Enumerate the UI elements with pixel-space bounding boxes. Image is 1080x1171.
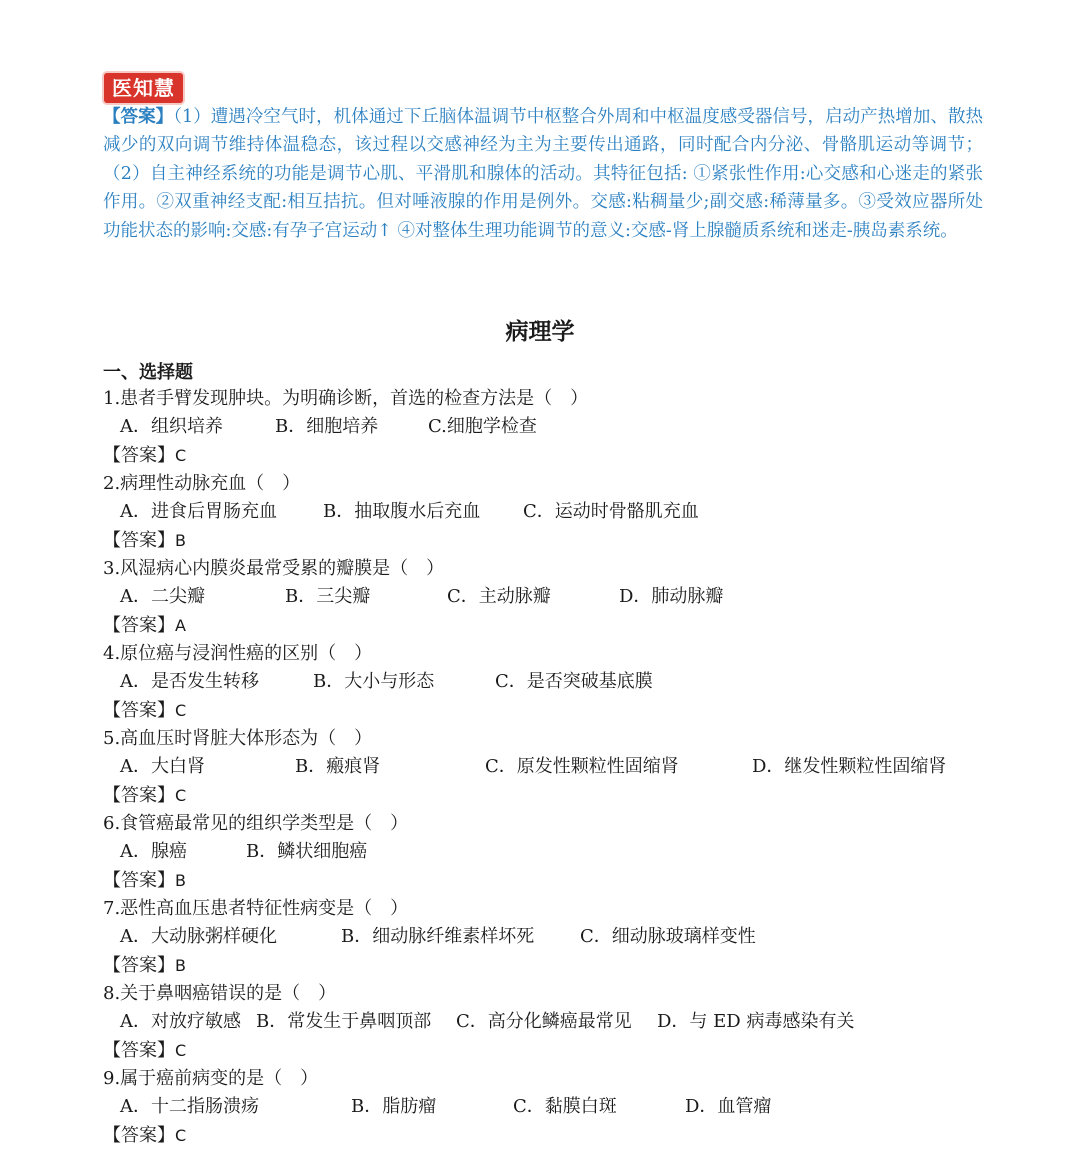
answer-text: （1）遭遇冷空气时，机体通过下丘脑体温调节中枢整合外周和中枢温度感受器信号，启动产热增加、散热减少的双向调节维持体温稳态，该过程以交感神经为主为主要传出通路，同时配合内分泌、骨骼肌运动等调节；（2）自主神经系统的功能是调节心肌、平滑肌和腺体的活动。其特征包括: ①紧张性作用:心交感和心迷走的紧张作用。②双重神经支配:相互拮抗。但对唾液腺的作用是例外。交感:粘稠量少;副交感:稀薄量多。③受效应器所处功能状态的影响:交感:有孕子宫运动↑ ④对整体生理功能调节的意义:交感-肾上腺髓质系统和迷走-胰岛素系统。 <box>103 107 983 241</box>
option: B．三尖瓣 <box>285 586 371 607</box>
option: A．大动脉粥样硬化 <box>120 926 277 947</box>
answer-value: C <box>175 1041 187 1060</box>
question: 8.关于鼻咽癌错误的是（ ） <box>103 983 337 1004</box>
option: B．脂肪瘤 <box>351 1096 437 1117</box>
option: A．组织培养 <box>120 416 223 437</box>
option: A．二尖瓣 <box>120 586 205 607</box>
answer-line <box>103 1037 186 1065</box>
question: 5.高血压时肾脏大体形态为（ ） <box>103 728 373 749</box>
question: 7.恶性高血压患者特征性病变是（ ） <box>103 898 409 919</box>
answer-value: C <box>175 446 187 465</box>
option: D．继发性颗粒性固缩肾 <box>752 756 947 777</box>
answer-line <box>103 697 186 725</box>
option: C．运动时骨骼肌充血 <box>523 501 699 522</box>
option: C．是否突破基底膜 <box>495 671 653 692</box>
question: 9.属于癌前病变的是（ ） <box>103 1068 319 1089</box>
answer-label: 【答案】 <box>103 785 175 806</box>
option: A．对放疗敏感 <box>120 1011 241 1032</box>
answer-label: 【答案】 <box>103 530 175 551</box>
option: B．抽取腹水后充血 <box>323 501 481 522</box>
question: 2.病理性动脉充血（ ） <box>103 473 301 494</box>
answer-line <box>103 867 186 895</box>
option: C．主动脉瓣 <box>447 586 551 607</box>
previous-answer <box>103 103 983 245</box>
answer-label: 【答案】 <box>103 615 175 636</box>
answer-value: B <box>175 871 186 890</box>
answer-value: C <box>175 786 187 805</box>
answer-line <box>103 442 186 470</box>
option: B．鳞状细胞癌 <box>246 841 368 862</box>
answer-value: A <box>175 616 186 635</box>
answer-label: 【答案】 <box>103 1040 175 1061</box>
option: C．黏膜白斑 <box>513 1096 617 1117</box>
option: C.细胞学检查 <box>428 416 537 437</box>
answer-lead: 【答案】 <box>103 107 174 127</box>
option: B．细胞培养 <box>275 416 379 437</box>
answer-label: 【答案】 <box>103 1125 175 1146</box>
answer-value: C <box>175 1126 187 1145</box>
question: 6.食管癌最常见的组织学类型是（ ） <box>103 813 409 834</box>
option: A．大白肾 <box>120 756 205 777</box>
option: C．原发性颗粒性固缩肾 <box>485 756 679 777</box>
logo-badge: 医知慧 <box>104 73 183 103</box>
answer-label: 【答案】 <box>103 700 175 721</box>
option: A．是否发生转移 <box>120 671 259 692</box>
answer-value: B <box>175 531 186 550</box>
option: C．细动脉玻璃样变性 <box>580 926 756 947</box>
answer-line <box>103 952 186 980</box>
option: C．高分化鳞癌最常见 <box>456 1011 632 1032</box>
option: B．大小与形态 <box>313 671 435 692</box>
answer-label: 【答案】 <box>103 870 175 891</box>
option: B．瘢痕肾 <box>295 756 381 777</box>
option: B．细动脉纤维素样坏死 <box>341 926 535 947</box>
option: D．肺动脉瓣 <box>619 586 724 607</box>
answer-line <box>103 1122 186 1150</box>
option: D．与 ED 病毒感染有关 <box>657 1011 855 1032</box>
answer-line <box>103 527 186 555</box>
option: A．腺癌 <box>120 841 187 862</box>
question: 4.原位癌与浸润性癌的区别（ ） <box>103 643 373 664</box>
answer-line <box>103 612 186 640</box>
option: B．常发生于鼻咽顶部 <box>256 1011 432 1032</box>
answer-value: B <box>175 956 186 975</box>
answer-label: 【答案】 <box>103 445 175 466</box>
option: A．进食后胃肠充血 <box>120 501 277 522</box>
section-title: 病理学 <box>505 318 575 345</box>
option: D．血管瘤 <box>685 1096 772 1117</box>
sub-title: 一、选择题 <box>103 362 193 383</box>
answer-line <box>103 782 186 810</box>
answer-value: C <box>175 701 187 720</box>
question: 3.风湿病心内膜炎最常受累的瓣膜是（ ） <box>103 558 445 579</box>
answer-label: 【答案】 <box>103 955 175 976</box>
option: A．十二指肠溃疡 <box>120 1096 259 1117</box>
question: 1.患者手臂发现肿块。为明确诊断，首选的检查方法是（ ） <box>103 388 589 409</box>
